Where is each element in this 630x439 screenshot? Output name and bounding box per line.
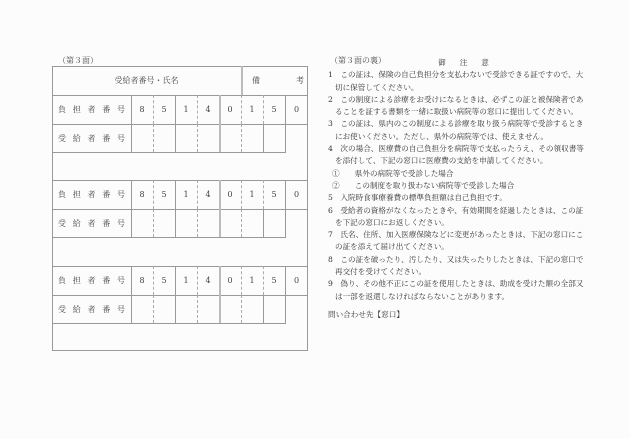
recipient-digit-field[interactable] <box>197 124 219 152</box>
payer-digit: 8 <box>139 105 145 114</box>
payer-digit: 0 <box>293 276 300 285</box>
payer-digit: 4 <box>205 190 211 199</box>
recipient-digit-field[interactable] <box>131 295 153 323</box>
row-divider <box>52 323 286 324</box>
payer-digit: 0 <box>227 190 233 199</box>
recipient-number-label: 受 給 者 番 号 <box>58 133 125 143</box>
header-remarks-left: 備 <box>252 76 260 85</box>
row-divider <box>52 237 286 238</box>
header-divider <box>241 66 243 95</box>
notes-section <box>328 57 613 321</box>
payer-digit: 1 <box>249 276 255 285</box>
recipient-digit-field[interactable] <box>219 124 241 152</box>
recipient-digit-field[interactable] <box>219 209 241 237</box>
recipient-digit-field[interactable] <box>153 124 175 152</box>
recipient-digit-field[interactable] <box>175 295 197 323</box>
payer-digit: 1 <box>183 105 189 114</box>
payer-digit: 5 <box>271 190 277 199</box>
note-3: 3 この証は、県内のこの制度による診療を取り扱う病院等で受診するとき にお使いください。ただし、県外の病院等では、使えません。 <box>328 119 584 141</box>
payer-digit: 5 <box>161 105 167 114</box>
col-divider <box>285 124 286 152</box>
row-divider <box>52 152 286 153</box>
recipient-digit-field[interactable] <box>263 295 285 323</box>
note-9: 9 偽り、その他不正にこの証を使用したときは、助成を受けた額の全部又 は一部を返還しなければならないことがあります。 <box>328 279 584 301</box>
notes-title: 御注意 <box>438 58 503 67</box>
payer-digit: 0 <box>293 190 300 199</box>
payer-digit: 5 <box>161 276 167 285</box>
recipient-digit-field[interactable] <box>241 124 263 152</box>
recipient-digit-field[interactable] <box>241 209 263 237</box>
payer-digit: 5 <box>271 105 277 114</box>
recipient-digit-field[interactable] <box>263 124 285 152</box>
payer-digit: 1 <box>183 190 189 199</box>
note-5: 5 入院時食事療養費の標準負担額は自己負担です。 <box>328 193 507 203</box>
recipient-digit-field[interactable] <box>153 295 175 323</box>
recipient-digit-field[interactable] <box>197 209 219 237</box>
payer-digit: 5 <box>271 276 277 285</box>
recipient-digit-field[interactable] <box>197 295 219 323</box>
payer-digit: 1 <box>183 276 189 285</box>
payer-number-label: 負 担 者 番 号 <box>58 105 125 114</box>
note-8: 8 この証を破ったり、汚したり、又は失ったりしたときは、下記の窓口で 再交付を受けてください。 <box>328 254 584 277</box>
col-divider <box>285 295 286 323</box>
payer-digit: 8 <box>139 276 145 285</box>
payer-digit: 0 <box>227 276 233 285</box>
recipient-digit-field[interactable] <box>175 124 197 152</box>
header-name-col: 受給者番号・氏名 <box>114 76 179 85</box>
note-1: 1 この証は、保険の自己負担分を支払わないで受診できる証ですので、大 切に保管してください。 <box>328 70 584 92</box>
payer-digit: 4 <box>205 276 211 285</box>
payer-digit: 1 <box>249 190 255 199</box>
note-2: 2 この制度による診療をお受けになるときは、必ずこの証と被保険者であ ることを証する書類を一緒に取扱い病院等の窓口に提出してください。 <box>328 94 584 117</box>
payer-digit: 0 <box>227 105 233 114</box>
contact-info: 問い合わせ先【窓口】 <box>328 309 404 319</box>
recipient-digit-field[interactable] <box>153 209 175 237</box>
note-4: 4 次の場合、医療費の自己負担分を病院等で支払ったうえ、その領収書等 を添付して、下記の窓口に医療費の支給を申請してください。 <box>328 144 584 166</box>
payer-digit: 1 <box>249 105 255 114</box>
payer-digit: 5 <box>161 190 167 199</box>
page-caption-back: （第３面の裏） <box>330 56 386 65</box>
header-remarks-right: 考 <box>296 76 304 85</box>
recipient-digit-field[interactable] <box>131 209 153 237</box>
note-6: 6 受給者の資格がなくなったときや、有効期間を経過したときは、この証 を下記の窓口にお返しください。 <box>328 205 584 227</box>
note-4-sub-1: ① 県外の病院等で受診した場合 <box>332 168 454 178</box>
payer-number-label: 負 担 者 番 号 <box>58 190 125 199</box>
page-caption-front: （第３面） <box>58 56 98 65</box>
recipient-digit-field[interactable] <box>263 209 285 237</box>
recipient-digit-field[interactable] <box>241 295 263 323</box>
col-divider <box>285 209 286 237</box>
recipient-number-label: 受 給 者 番 号 <box>58 304 125 314</box>
recipient-digit-field[interactable] <box>131 124 153 152</box>
recipient-digit-field[interactable] <box>175 209 197 237</box>
payer-digit: 8 <box>139 190 145 199</box>
payer-number-label: 負 担 者 番 号 <box>58 276 125 285</box>
note-7: 7 氏名、住所、加入医療保険などに変更があったときは、下記の窓口にこ の証を添えて届け出てください。 <box>328 230 584 252</box>
recipient-digit-field[interactable] <box>219 295 241 323</box>
payer-digit: 0 <box>293 105 300 114</box>
recipient-number-label: 受 給 者 番 号 <box>58 218 125 228</box>
payer-digit: 4 <box>205 105 211 114</box>
note-4-sub-2: ② この制度を取り扱わない病院等で受診した場合 <box>332 180 515 190</box>
